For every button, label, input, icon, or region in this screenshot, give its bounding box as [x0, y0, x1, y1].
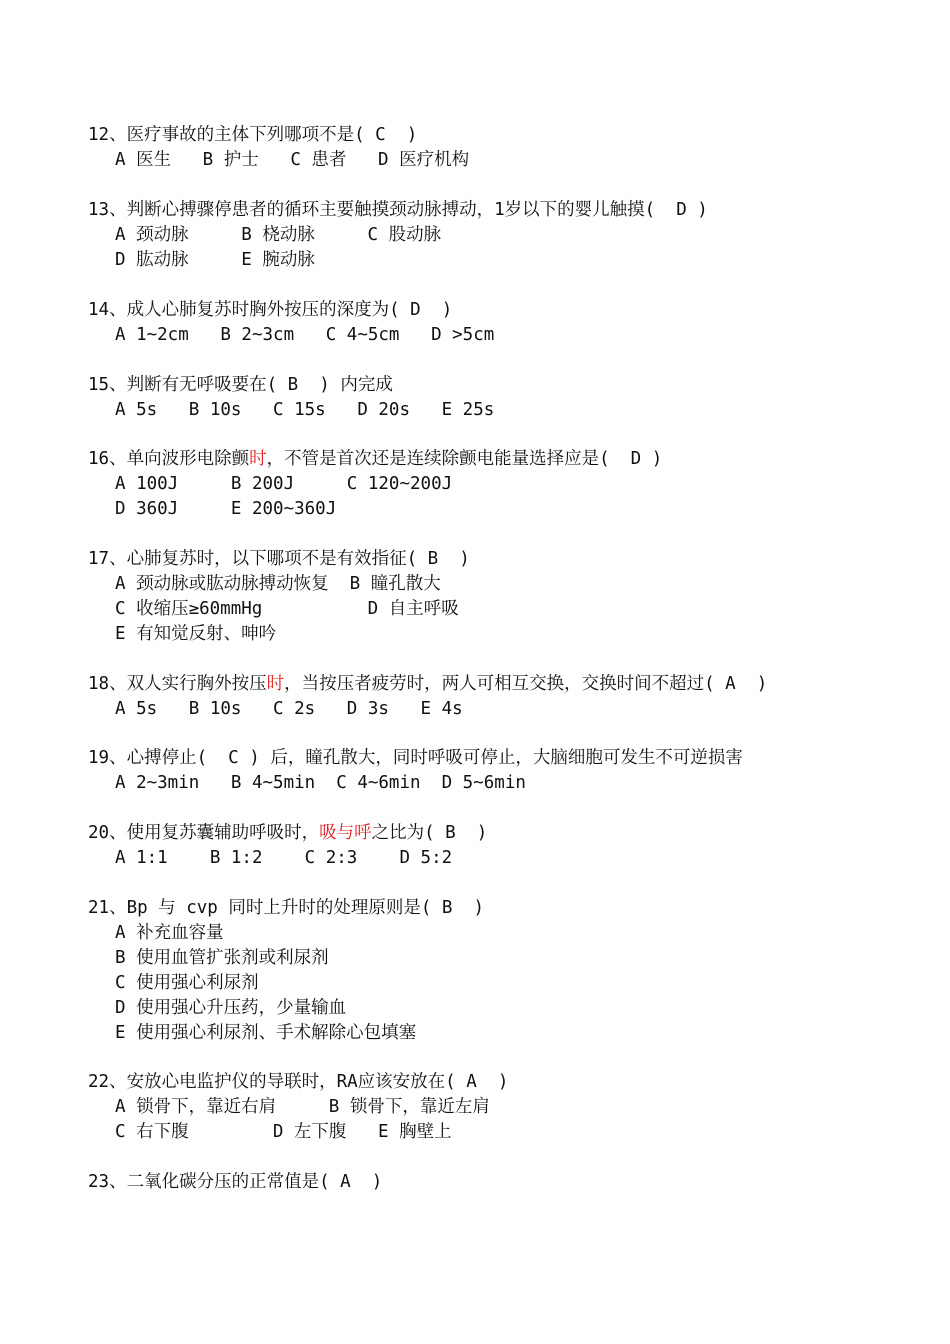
- text-run: C 收缩压≥60mmHg D 自主呼吸: [115, 599, 459, 619]
- answer-options: [88, 1120, 928, 1145]
- answer-options: [88, 223, 928, 248]
- text-run: 13、判断心搏骤停患者的循环主要触摸颈动脉搏动，1岁以下的婴儿触摸( D ): [88, 200, 708, 220]
- text-run: C 使用强心利尿剂: [115, 973, 259, 993]
- answer-options: [88, 323, 928, 348]
- question-stem: [88, 547, 928, 572]
- answer-options: [88, 946, 928, 971]
- text-run: ，不管是首次还是连续除颤电能量选择应是( D ): [266, 449, 663, 469]
- text-run: A 2~3min B 4~5min C 4~6min D 5~6min: [115, 773, 526, 793]
- answer-options: [88, 971, 928, 996]
- text-run: 22、安放心电监护仪的导联时，RA应该安放在( A ): [88, 1072, 509, 1092]
- text-run: 17、心肺复苏时，以下哪项不是有效指征( B ): [88, 549, 470, 569]
- text-run: ，当按压者疲劳时，两人可相互交换，交换时间不超过( A ): [284, 674, 768, 694]
- question: [88, 123, 928, 173]
- question-stem: [88, 373, 928, 398]
- question: [88, 198, 928, 273]
- text-run: A 1:1 B 1:2 C 2:3 D 5:2: [115, 848, 453, 868]
- answer-options: [88, 572, 928, 597]
- text-run: D 使用强心升压药，少量输血: [115, 998, 347, 1018]
- text-run: A 5s B 10s C 2s D 3s E 4s: [115, 699, 463, 719]
- question-stem: [88, 821, 928, 846]
- answer-options: [88, 497, 928, 522]
- highlighted-text: 吸与呼: [319, 823, 372, 843]
- text-run: A 锁骨下，靠近右肩 B 锁骨下，靠近左肩: [115, 1097, 490, 1117]
- text-run: A 补充血容量: [115, 923, 224, 943]
- text-run: 16、单向波形电除颤: [88, 449, 250, 469]
- text-run: C 右下腹 D 左下腹 E 胸壁上: [115, 1122, 452, 1142]
- text-run: A 100J B 200J C 120~200J: [115, 474, 453, 494]
- highlighted-text: 时: [266, 674, 285, 694]
- question-stem: [88, 896, 928, 921]
- text-run: E 使用强心利尿剂、手术解除心包填塞: [115, 1023, 417, 1043]
- text-run: 12、医疗事故的主体下列哪项不是( C ): [88, 125, 418, 145]
- question-stem: [88, 198, 928, 223]
- text-run: 23、二氧化碳分压的正常值是( A ): [88, 1172, 383, 1192]
- text-run: E 有知觉反射、呻吟: [115, 624, 277, 644]
- text-run: 15、判断有无呼吸要在( B ) 内完成: [88, 375, 393, 395]
- text-run: 19、心搏停止( C ) 后，瞳孔散大，同时呼吸可停止，大脑细胞可发生不可逆损害: [88, 748, 743, 768]
- answer-options: [88, 472, 928, 497]
- question: [88, 1170, 928, 1195]
- text-run: A 颈动脉 B 桡动脉 C 股动脉: [115, 225, 442, 245]
- question-stem: [88, 298, 928, 323]
- text-run: 18、双人实行胸外按压: [88, 674, 267, 694]
- text-run: B 使用血管扩张剂或利尿剂: [115, 948, 329, 968]
- text-run: A 5s B 10s C 15s D 20s E 25s: [115, 400, 495, 420]
- question: [88, 447, 928, 522]
- answer-options: [88, 248, 928, 273]
- answer-options: [88, 697, 928, 722]
- question: [88, 746, 928, 796]
- question-stem: [88, 1070, 928, 1095]
- answer-options: [88, 996, 928, 1021]
- question-stem: [88, 672, 928, 697]
- text-run: 之比为( B ): [371, 823, 488, 843]
- question: [88, 298, 928, 348]
- answer-options: [88, 597, 928, 622]
- text-run: A 颈动脉或肱动脉搏动恢复 B 瞳孔散大: [115, 574, 441, 594]
- highlighted-text: 时: [249, 449, 267, 469]
- text-run: 20、使用复苏囊辅助呼吸时，: [88, 823, 320, 843]
- question-stem: [88, 447, 928, 472]
- question: [88, 373, 928, 423]
- text-run: 21、Bp 与 cvp 同时上升时的处理原则是( B ): [88, 898, 485, 918]
- text-run: D 360J E 200~360J: [115, 499, 337, 519]
- answer-options: [88, 771, 928, 796]
- text-run: 14、成人心肺复苏时胸外按压的深度为( D ): [88, 300, 453, 320]
- question-stem: [88, 1170, 928, 1195]
- question: [88, 547, 928, 647]
- answer-options: [88, 1021, 928, 1046]
- answer-options: [88, 148, 928, 173]
- question-stem: [88, 123, 928, 148]
- answer-options: [88, 846, 928, 871]
- text-run: A 1~2cm B 2~3cm C 4~5cm D >5cm: [115, 325, 495, 345]
- question: [88, 896, 928, 1046]
- answer-options: [88, 622, 928, 647]
- answer-options: [88, 1095, 928, 1120]
- question: [88, 1070, 928, 1145]
- question: [88, 821, 928, 871]
- question: [88, 672, 928, 722]
- question-stem: [88, 746, 928, 771]
- text-run: D 肱动脉 E 腕动脉: [115, 250, 315, 270]
- answer-options: [88, 921, 928, 946]
- text-run: A 医生 B 护士 C 患者 D 医疗机构: [115, 150, 470, 170]
- answer-options: [88, 398, 928, 423]
